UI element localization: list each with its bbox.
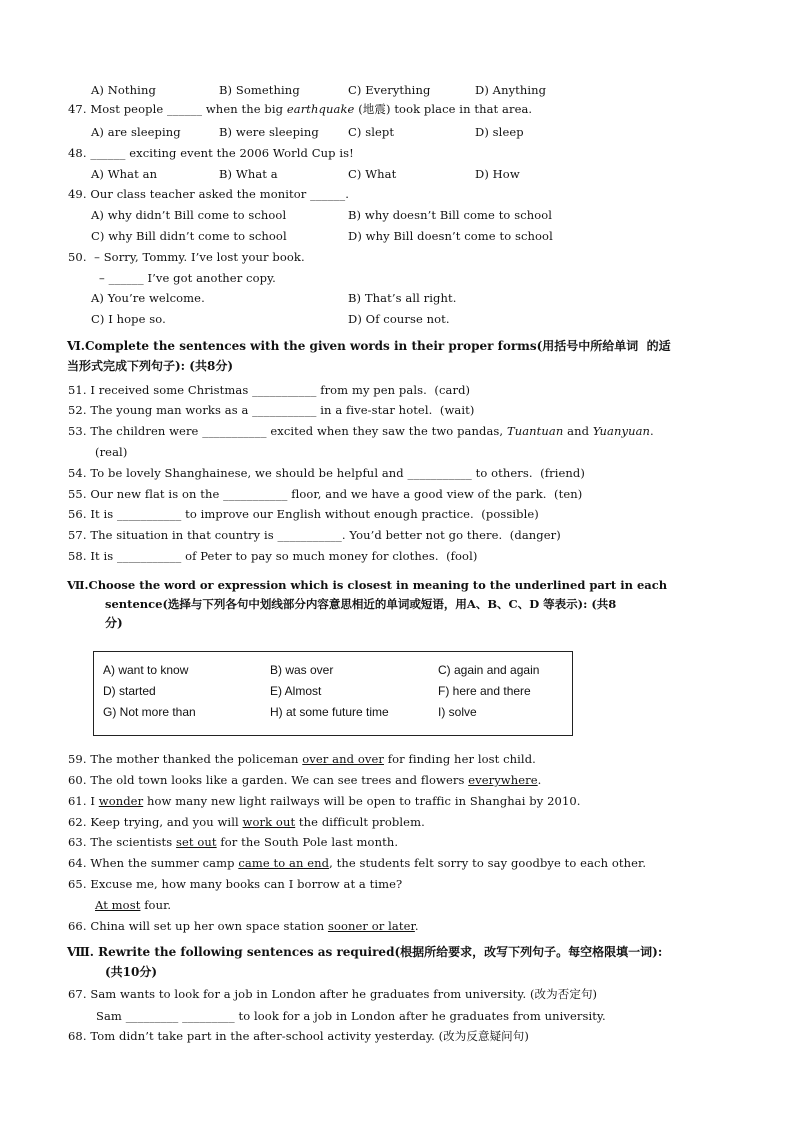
section6-heading-line2: 当形式完成下列句子): (共8分) [67,359,233,373]
word-bank-f: F) here and there [438,684,531,698]
word-bank-b: B) was over [270,663,334,677]
q50-option-a: A) You’re welcome. [91,291,205,305]
q48-option-a: A) What an [91,167,158,181]
q47-option-a: A) are sleeping [91,125,181,139]
q46-option-b: B) Something [219,83,300,97]
q48-option-c: C) What [348,167,397,181]
section7-heading-line1: Ⅶ.Choose the word or expression which is closest in meaning to the underlined part in each [67,578,668,592]
q59: 59. The mother thanked the policeman over and over for finding her lost child. [68,752,536,766]
q60: 60. The old town looks like a garden. We can see trees and flowers everywhere. [68,773,542,787]
q67-line2: Sam _________ _________ to look for a job in London after he graduates from university. [96,1009,606,1023]
word-bank-d: D) started [103,684,156,698]
q48-option-b: B) What a [219,167,278,181]
section6-heading-line1: Ⅵ.Complete the sentences with the given words in their proper forms(用括号中所给单词 的适 [67,339,671,353]
word-bank-box [93,651,573,736]
q65-line2: At most four. [95,898,172,912]
q51: 51. I received some Christmas ___________ from my pen pals. (card) [68,383,471,397]
q50-option-b: B) That’s all right. [348,291,457,305]
word-bank-h: H) at some future time [270,705,389,719]
q63: 63. The scientists set out for the South Pole last month. [68,835,399,849]
q50-option-d: D) Of course not. [348,312,450,326]
q46-option-a: A) Nothing [91,83,156,97]
q49-option-d: D) why Bill doesn’t come to school [348,229,553,243]
q47-option-c: C) slept [348,125,395,139]
q56: 56. It is ___________ to improve our English without enough practice. (possible) [68,507,539,521]
q50-dialog-line2: – ______ I’ve got another copy. [99,271,276,285]
section7-heading-line2: sentence(选择与下列各句中划线部分内容意思相近的单词或短语，用A、B、C、D 等表示): (共8 [105,597,617,611]
q58: 58. It is ___________ of Peter to pay so much money for clothes. (fool) [68,549,478,563]
q55: 55. Our new flat is on the ___________ floor, and we have a good view of the park. (ten) [68,487,583,501]
section7-heading-line3: 分) [105,616,123,630]
q57: 57. The situation in that country is ___________. You’d better not go there. (danger) [68,528,561,542]
q49-option-a: A) why didn’t Bill come to school [91,208,287,222]
q46-option-d: D) Anything [475,83,547,97]
word-bank-g: G) Not more than [103,705,196,719]
q49-option-c: C) why Bill didn’t come to school [91,229,287,243]
q62: 62. Keep trying, and you will work out the difficult problem. [68,815,425,829]
q61: 61. I wonder how many new light railways will be open to traffic in Shanghai by 2010. [68,794,581,808]
word-bank-i: I) solve [438,705,477,719]
q47-stem: 47. Most people ______ when the big earthquake (地震) took place in that area. [68,102,533,116]
section8-heading-line2: (共10分) [105,965,158,979]
q49-stem: 49. Our class teacher asked the monitor ______. [68,187,349,201]
q53: 53. The children were ___________ excited when they saw the two pandas, Tuantuan and Yuanyuan. [68,424,654,438]
section8-heading-line1: Ⅷ. Rewrite the following sentences as required(根据所给要求，改写下列句子。每空格限填一词): [67,945,663,959]
q68-line1: 68. Tom didn’t take part in the after-school activity yesterday. (改为反意疑问句) [68,1029,529,1043]
q65-line1: 65. Excuse me, how many books can I borrow at a time? [68,877,403,891]
word-bank-a: A) want to know [103,663,189,677]
q49-option-b: B) why doesn’t Bill come to school [348,208,553,222]
q50-option-c: C) I hope so. [91,312,166,326]
q48-option-d: D) How [475,167,520,181]
q67-line1: 67. Sam wants to look for a job in London after he graduates from university. (改为否定句) [68,987,598,1001]
q47-option-d: D) sleep [475,125,524,139]
q48-stem: 48. ______ exciting event the 2006 World Cup is! [68,146,354,160]
word-bank-c: C) again and again [438,663,540,677]
q64: 64. When the summer camp came to an end, the students felt sorry to say goodbye to each other. [68,856,647,870]
q54: 54. To be lovely Shanghainese, we should be helpful and ___________ to others. (friend) [68,466,585,480]
q50-dialog-line1: 50. – Sorry, Tommy. I’ve lost your book. [68,250,305,264]
q46-option-c: C) Everything [348,83,431,97]
word-bank-e: E) Almost [270,684,322,698]
q53-hint: (real) [95,445,128,459]
q47-option-b: B) were sleeping [219,125,319,139]
q66: 66. China will set up her own space station sooner or later. [68,919,419,933]
q52: 52. The young man works as a ___________ in a five-star hotel. (wait) [68,403,475,417]
